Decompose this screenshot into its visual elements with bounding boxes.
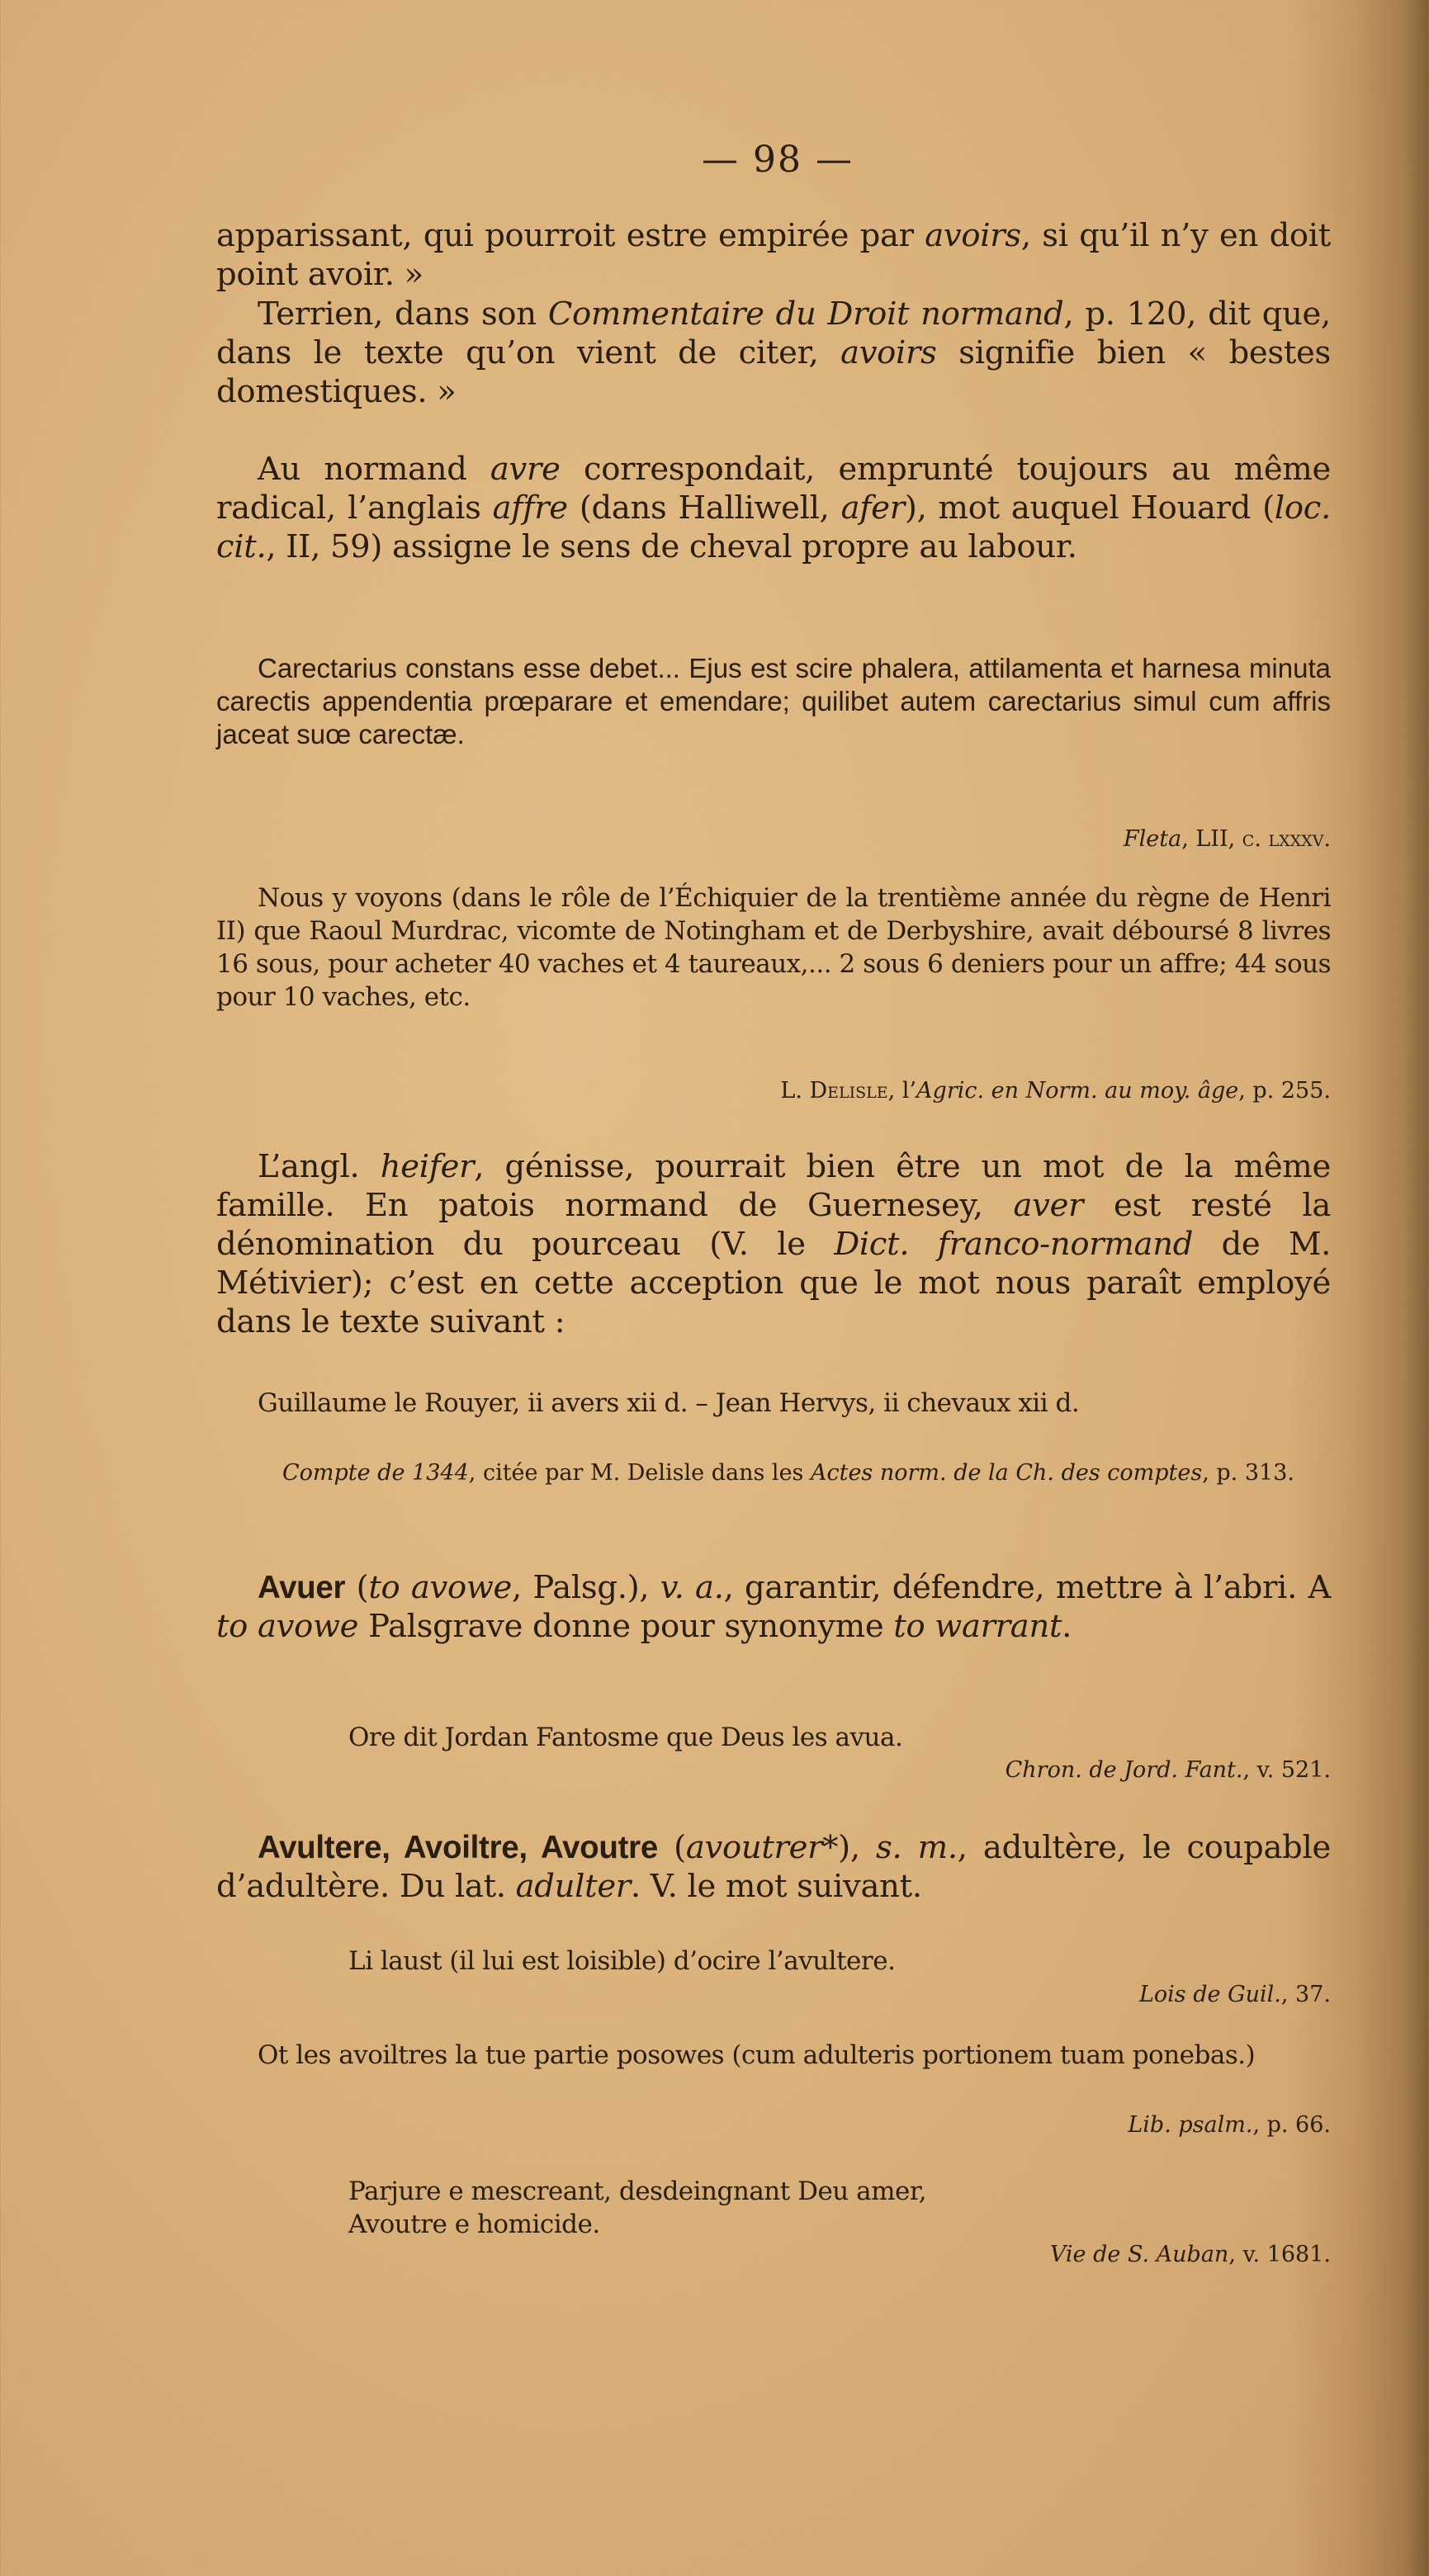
source-title: Vie de S. Auban (1049, 2242, 1229, 2267)
text: , l’ (887, 1078, 917, 1104)
quote-auban (216, 2175, 1429, 2241)
quote-text: Carectarius constans esse debet... Ejus est scire phalera, attilamenta et harnesa minuta carectis appendentia prœparare et emendare; quilibet autem carectarius simul cum affris jaceat suœ carectæ. (216, 653, 1331, 749)
italic-title: Dict. franco-normand (834, 1226, 1194, 1263)
source-auban (216, 2241, 1347, 2269)
italic-term: loc. cit. (216, 489, 1331, 565)
verse-line: Parjure e mescreant, desdeingnant Deu amer, (348, 2177, 927, 2206)
quote-text: Ot les avoiltres la tue partie posowes (cum adulteris portionem tuam ponebas.) (258, 2040, 1256, 2070)
quote-text: Ore dit Jordan Fantosme que Deus les avua. (348, 1723, 903, 1752)
verse-line: Avoutre e homicide. (348, 2210, 600, 2239)
paragraph-continuation (216, 216, 1331, 294)
source-fleta (216, 825, 1347, 853)
source-ref: , p. 313. (1202, 1460, 1294, 1486)
text: apparissant, qui pourroit estre empirée par (216, 217, 925, 254)
source-lois (216, 1981, 1347, 2009)
source-title: Lois de Guil. (1138, 1982, 1281, 2007)
grammar-label: v. a. (660, 1569, 724, 1606)
italic-term: heifer (380, 1148, 475, 1185)
paragraph-heifer (216, 1147, 1331, 1341)
quote-psalm (216, 2039, 1331, 2072)
quote-text: Guillaume le Rouyer, ii avers xii d. – Jean Hervys, ii chevaux xii d. (258, 1388, 1080, 1418)
quote-jordan (216, 1721, 1429, 1754)
italic-title: Commentaire du Droit normand (547, 295, 1064, 333)
paragraph-terrien (216, 295, 1331, 411)
source-ref: , v. 521. (1242, 1757, 1331, 1783)
text: Palsgrave donne pour synonyme (358, 1608, 894, 1645)
text: , adultère, le coupable d’adultère. Du lat. (216, 1829, 1331, 1905)
italic-term: avoutrer (685, 1829, 823, 1866)
source-ref: , 37. (1280, 1982, 1331, 2007)
text: de M. Métivier); c’est en cette acception que le mot nous paraît employé dans le texte suivant : (216, 1226, 1332, 1340)
source-title: Actes norm. de la Ch. des comptes (810, 1460, 1203, 1486)
text: ), mot auquel Houard ( (904, 489, 1275, 527)
quote-fleta (216, 652, 1331, 751)
source-title: Compte de 1344 (282, 1460, 469, 1486)
text: L’angl. (258, 1148, 381, 1185)
source-title: Chron. de Jord. Fant. (1005, 1757, 1243, 1783)
source-title: Agric. en Norm. au moy. âge (916, 1078, 1239, 1104)
text: signifie bien « bestes domestiques. » (216, 334, 1331, 410)
italic-term: avoirs (925, 217, 1021, 254)
entry-headword: Avultere, Avoiltre, Avoutre (258, 1830, 658, 1865)
quote-delisle (216, 882, 1331, 1014)
text: Terrien, dans son (258, 295, 548, 333)
quote-text: Li laust (il lui est loisible) d’ocire l’avultere. (348, 1946, 896, 1976)
text: , citée par M. Delisle dans les (468, 1460, 811, 1486)
text: (dans Halliwell, (567, 489, 841, 527)
entry-avultere (216, 1828, 1331, 1906)
source-ref: , p. 255. (1238, 1078, 1331, 1104)
grammar-label: s. m. (876, 1829, 958, 1866)
entry-headword: Avuer (258, 1570, 346, 1605)
source-jordan (216, 1756, 1347, 1784)
quote-rouyer (216, 1387, 1331, 1420)
source-author: L. Delisle (780, 1078, 888, 1104)
italic-term: to avowe (368, 1569, 512, 1606)
italic-term: aver (1013, 1187, 1084, 1224)
text: ( (657, 1829, 686, 1866)
text: , garantir, défendre, mettre à l’abri. A (723, 1569, 1331, 1606)
text: , génisse, pourrait bien être un mot de la même famille. En patois normand de Guernesey, (216, 1148, 1331, 1224)
source-psalm (216, 2111, 1347, 2139)
quote-text: Nous y voyons (dans le rôle de l’Échiquier de la trentième année du règne de Henri II) que Raoul Murdrac, vicomte de Notingham et de Derbyshire, avait déboursé 8 livres 16 sous, pour acheter 40 vaches et 4 taureaux,... 2 sous 6 deniers pour un affre; 44 sous pour 10 vaches, etc. (216, 883, 1331, 1012)
quote-lois (216, 1945, 1429, 1978)
text: ( (345, 1569, 369, 1606)
text: , II, 59) assigne le sens de cheval propre au labour. (266, 528, 1077, 565)
italic-term: afer (840, 489, 905, 527)
text: *), (822, 1829, 877, 1866)
text: Au normand (258, 451, 490, 488)
text: . (1062, 1608, 1072, 1645)
page-number: — 98 — (702, 139, 854, 181)
italic-term: avoirs (840, 334, 937, 371)
source-ref: , LII, c. lxxxv. (1181, 826, 1331, 852)
italic-term: affre (492, 489, 568, 527)
entry-avuer (216, 1568, 1331, 1646)
text: , si qu’il n’y en doit point avoir. » (216, 217, 1331, 293)
italic-term: to avowe (216, 1608, 359, 1645)
text: . V. le mot suivant. (630, 1868, 922, 1905)
italic-term: avre (490, 451, 561, 488)
paragraph-avre (216, 450, 1331, 566)
source-title: Fleta (1123, 826, 1182, 852)
source-title: Lib. psalm. (1128, 2112, 1253, 2138)
italic-term: adulter (515, 1868, 631, 1905)
source-ref: , p. 66. (1252, 2112, 1331, 2138)
source-delisle (216, 1077, 1347, 1105)
text: est resté la dénomination du pourceau (V. le (216, 1187, 1332, 1263)
source-ref: , v. 1681. (1228, 2242, 1331, 2267)
source-compte (216, 1459, 1397, 1487)
text: , Palsg.), (512, 1569, 660, 1606)
italic-term: to warrant (893, 1608, 1062, 1645)
text: correspondait, emprunté toujours au même radical, l’anglais (216, 451, 1331, 527)
text: , p. 120, dit que, dans le texte qu’on vient de citer, (216, 295, 1331, 371)
